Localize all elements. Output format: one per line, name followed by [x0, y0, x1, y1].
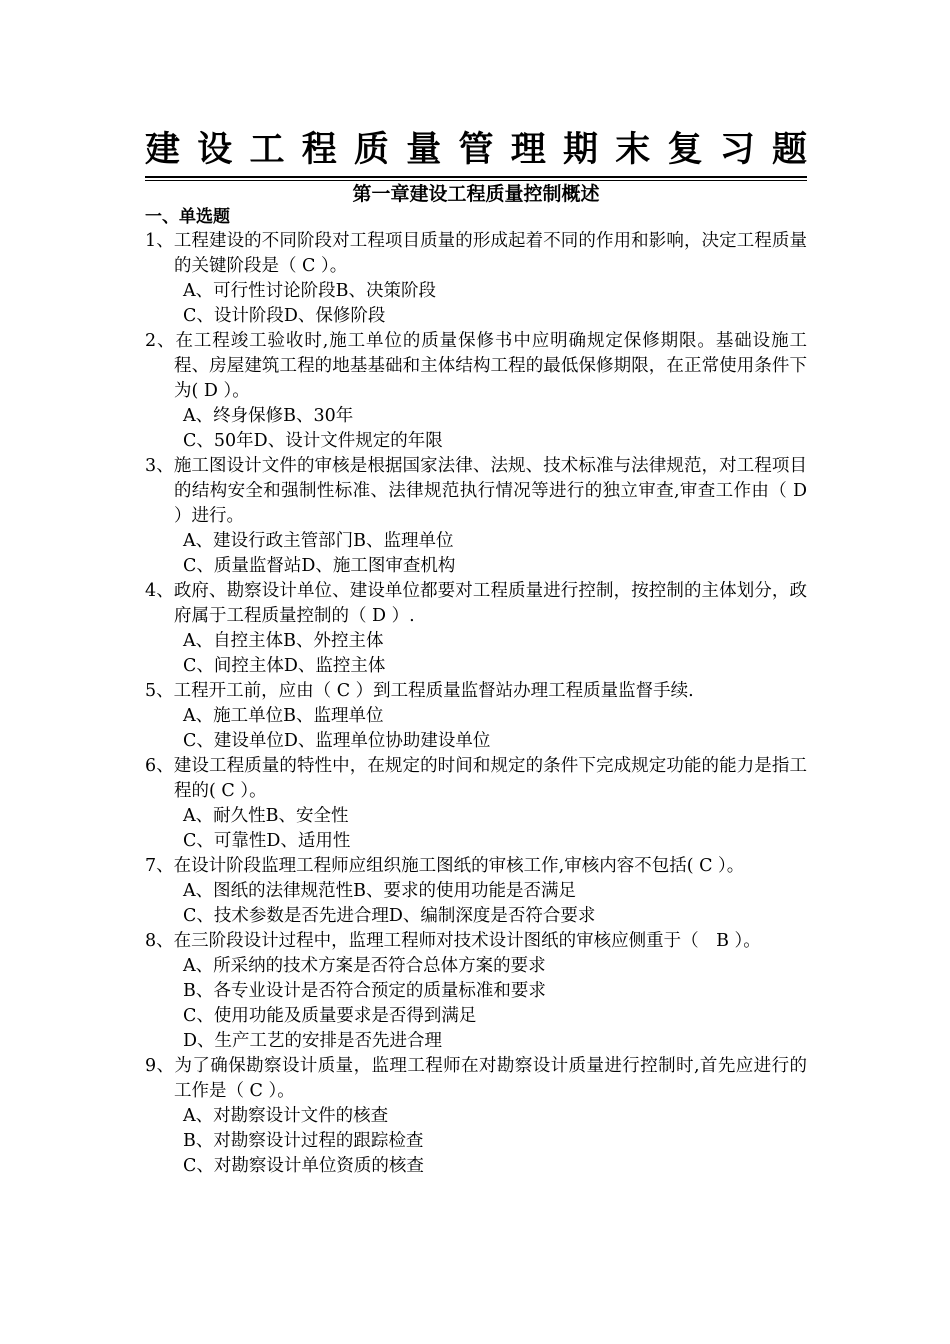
- question-item: [145, 454, 807, 579]
- question-item: [145, 579, 807, 679]
- question-item: [145, 929, 807, 1054]
- answer-options: C、质量监督站D、施工图审查机构: [183, 556, 456, 576]
- document-title: 建设工程质量管理期末复习题: [145, 130, 807, 170]
- answer-options: D、生产工艺的安排是否先进合理: [183, 1031, 443, 1051]
- question-list: [145, 229, 807, 1179]
- answer-options: B、对勘察设计过程的跟踪检查: [183, 1131, 424, 1151]
- answer-options: C、设计阶段D、保修阶段: [183, 306, 386, 326]
- question-item: [145, 329, 807, 454]
- chapter-heading: 第一章建设工程质量控制概述: [352, 183, 600, 205]
- question-item: [145, 679, 807, 754]
- answer-options: A、自控主体B、外控主体: [183, 631, 384, 651]
- question-item: [145, 854, 807, 929]
- answer-options: A、终身保修B、30年: [183, 406, 354, 426]
- section-heading: 一、单选题: [145, 207, 230, 227]
- question-text: 7、在设计阶段监理工程师应组织施工图纸的审核工作,审核内容不包括( C ）。: [145, 856, 745, 876]
- answer-options: A、施工单位B、监理单位: [183, 706, 384, 726]
- answer-options: C、建设单位D、监理单位协助建设单位: [183, 731, 491, 751]
- answer-options: C、对勘察设计单位资质的核查: [183, 1156, 424, 1176]
- question-text: 2、在工程竣工验收时,施工单位的质量保修书中应明确规定保修期限。基础设施工程、房屋建筑工程的地基基础和主体结构工程的最低保修期限，在正常使用条件下为( D ）。: [145, 331, 807, 401]
- question-text: 6、建设工程质量的特性中，在规定的时间和规定的条件下完成规定功能的能力是指工程的( C ）。: [145, 756, 807, 801]
- question-text: 4、政府、勘察设计单位、建设单位都要对工程质量进行控制，按控制的主体划分，政府属于工程质量控制的（ D ）.: [145, 581, 807, 626]
- question-item: [145, 229, 807, 329]
- answer-options: A、建设行政主管部门B、监理单位: [183, 531, 454, 551]
- answer-options: A、图纸的法律规范性B、要求的使用功能是否满足: [183, 881, 576, 901]
- answer-options: C、技术参数是否先进合理D、编制深度是否符合要求: [183, 906, 596, 926]
- title-rule-thick: [145, 176, 807, 178]
- answer-options: C、使用功能及质量要求是否得到满足: [183, 1006, 477, 1026]
- answer-options: A、所采纳的技术方案是否符合总体方案的要求: [183, 956, 546, 976]
- question-text: 3、施工图设计文件的审核是根据国家法律、法规、技术标准与法律规范，对工程项目的结构安全和强制性标准、法律规范执行情况等进行的独立审查,审查工作由（ D ）进行。: [145, 456, 807, 526]
- question-text: 5、工程开工前，应由（ C ）到工程质量监督站办理工程质量监督手续.: [145, 681, 694, 701]
- question-text: 1、工程建设的不同阶段对工程项目质量的形成起着不同的作用和影响，决定工程质量的关键阶段是（ C ）。: [145, 231, 807, 276]
- question-text: 8、在三阶段设计过程中，监理工程师对技术设计图纸的审核应侧重于（ B ）。: [145, 931, 761, 951]
- question-text: 9、为了确保勘察设计质量，监理工程师在对勘察设计质量进行控制时,首先应进行的工作是（ C ）。: [145, 1056, 807, 1101]
- answer-options: C、50年D、设计文件规定的年限: [183, 431, 443, 451]
- answer-options: C、间控主体D、监控主体: [183, 656, 386, 676]
- answer-options: A、耐久性B、安全性: [183, 806, 349, 826]
- answer-options: C、可靠性D、适用性: [183, 831, 351, 851]
- question-item: [145, 754, 807, 854]
- question-item: [145, 1054, 807, 1179]
- answer-options: A、对勘察设计文件的核查: [183, 1106, 389, 1126]
- answer-options: A、可行性讨论阶段B、决策阶段: [183, 281, 436, 301]
- answer-options: B、各专业设计是否符合预定的质量标准和要求: [183, 981, 546, 1001]
